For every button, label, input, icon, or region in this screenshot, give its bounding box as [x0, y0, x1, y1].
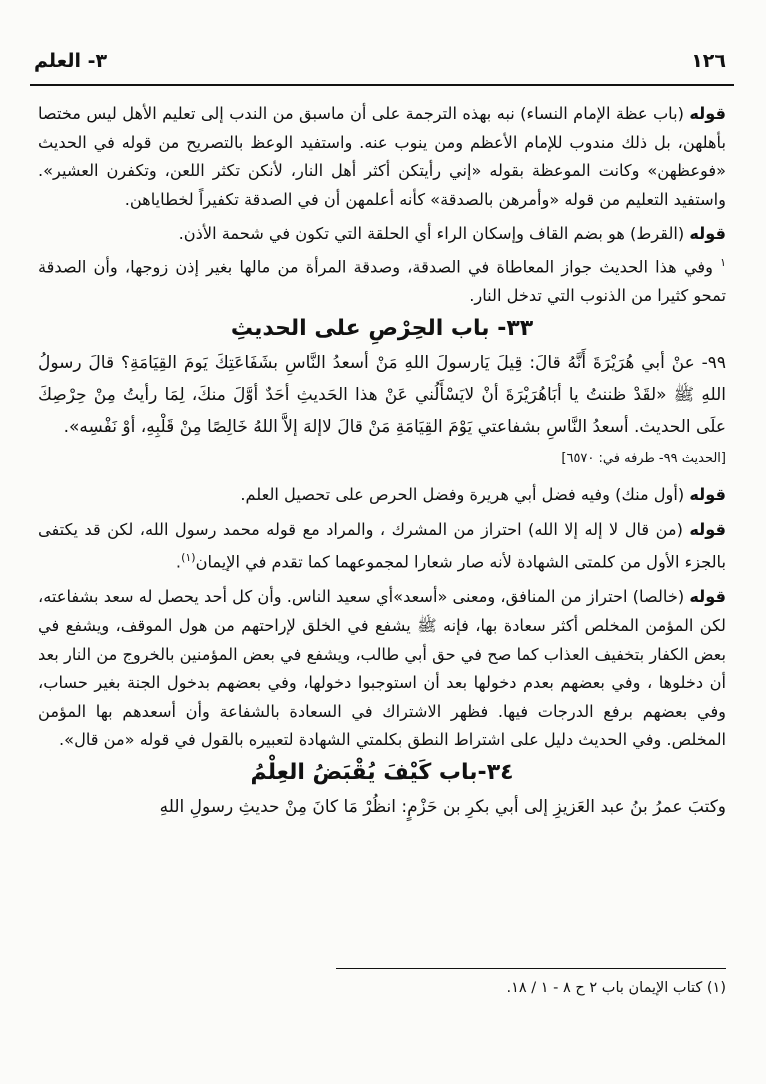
umar-letter-text: وكتبَ عمرُ بنُ عبد العَزيزِ إلى أبي بكرِ بن حَزْمٍ: انظُرْ مَا كانَ مِنْ حديثِ رسولِ اللهِ	[159, 796, 726, 817]
note-marker: ١	[720, 255, 726, 269]
paragraph-khalisan	[38, 583, 726, 755]
hadith-99-text: ٩٩- عنْ أبي هُرَيْرَةَ أَنَّهُ قالَ: قِيلَ يَارسولَ اللهِ مَنْ أسعدُ النَّاسِ بشَفَاعَتِكَ يَومَ القِيَامَةِ؟ قالَ رسولُ اللهِ ﷺ «لقَدْ ظننتُ يا أبَاهُرَيْرَةَ أنْ لايَسْأَلُني عَنْ هذا الحَديثِ أحَدٌ أوَّلَ منكَ، لِمَا رأيتُ مِنْ حِرْصِكَ علَى الحديث. أسعدُ النَّاسِ بشفاعتي يَوْمَ القِيَامَةِ مَنْ قالَ لاإلهَ إلاَّ اللهُ خَالِصًا مِنْ قَلْبِهِ، أوْ نَفْسِه».	[38, 352, 726, 437]
paragraph-sadaqa-note	[38, 249, 726, 311]
paragraph-text: (من قال لا إله إلا الله) احتراز من المشرك ، والمراد مع قوله محمد رسول الله، لكن قد يكتفى بالجزء الأول من كلمتى الشهادة لأنه صار شعارا لمجموعهما كما تقدم في الإيمان	[38, 519, 726, 572]
paragraph-text: (القرط) هو بضم القاف وإسكان الراء أي الحلقة التي تكون في شحمة الأذن.	[178, 224, 685, 244]
paragraph-awwal-minka	[38, 481, 726, 510]
paragraph-text: وفي هذا الحديث جواز المعاطاة في الصدقة، وصدقة المرأة من مالها بغير إذن زوجها، وأن الصدقة تمحو كثيرا من الذنوب التي تدخل النار.	[38, 257, 726, 305]
page-body	[38, 100, 726, 823]
chapter-heading-34: ٣٤-باب كَيْفَ يُقْبَضُ العِلْمُ	[250, 759, 514, 785]
paragraph-text: (خالصا) احتراز من المنافق، ومعنى «أسعد»أي سعيد الناس. وأن كل أحد يحصل له سعد بشفاعته، لكن المؤمن المخلص أكثر سعادة بها، فإنه ﷺ يشفع في الخلق لإراحتهم من هول الموقف، ويشفع في بعض الكفار بتخفيف العذاب كما صح في حق أبي طالب، ويشفع في بعض المؤمنين بالخروج من النار بعد أن دخلوها ، وفي بعضهم بعدم دخولها بعد أن استوجبوا دخولها، وفي بعضهم بدخول الجنة بغير حساب، وفي بعضهم برفع الدرجات فيها. فظهر الاشتراك في السعادة بالشفاعة وأن أسعدهم بها المؤمن المخلص. وفي الحديث دليل على اشتراط النطق بكلمتي الشهادة لتعبيره بالقول في قوله «من قال».	[38, 587, 726, 750]
chapter-title: ٣- العلم	[34, 50, 108, 72]
hadith-99-reference: [الحديث ٩٩- طرفه في: ٦٥٧٠]	[561, 450, 726, 466]
qawluh-keyword: قوله	[689, 587, 726, 607]
chapter-heading-33: ٣٣- باب الحِرْصِ على الحديثِ	[230, 315, 534, 341]
footnote-reference: (١)	[181, 551, 196, 565]
paragraph-bab-izat-al-imam	[38, 100, 726, 214]
footnote-rule	[336, 968, 726, 969]
footnote-1: (١) كتاب الإيمان باب ٢ ح ٨ - ١ / ١٨.	[506, 980, 726, 996]
paragraph-text: (أول منك) وفيه فضل أبي هريرة وفضل الحرص على تحصيل العلم.	[240, 485, 685, 505]
paragraph-al-qurt	[38, 220, 726, 249]
running-header	[34, 50, 726, 80]
sentence-end: .	[175, 552, 182, 572]
qawluh-keyword: قوله	[689, 485, 726, 505]
qawluh-keyword: قوله	[689, 224, 726, 244]
header-rule	[30, 84, 734, 86]
qawluh-keyword: قوله	[689, 519, 726, 539]
paragraph-man-qala	[38, 516, 726, 578]
paragraph-text: (باب عظة الإمام النساء) نبه بهذه الترجمة على أن ماسبق من الندب إلى تعليم الأهل ليس مختصا بأهلهن، بل ذلك مندوب للإمام الأعظم ومن ينوب عنه. واستفيد الوعظ بالتصريح من قوله في الحديث «فوعظهن» وكانت الموعظة بقوله «إني رأيتكن أكثر أهل النار، لأنكن تكثر اللعن، وتكفرن العشير». واستفيد التعليم من قوله «وأمرهن بالصدقة» كأنه أعلمهن أن في الصدقة تكفيراً لخطاياهن.	[38, 104, 726, 209]
page-number: ١٢٦	[691, 50, 726, 72]
qawluh-keyword: قوله	[689, 104, 726, 123]
